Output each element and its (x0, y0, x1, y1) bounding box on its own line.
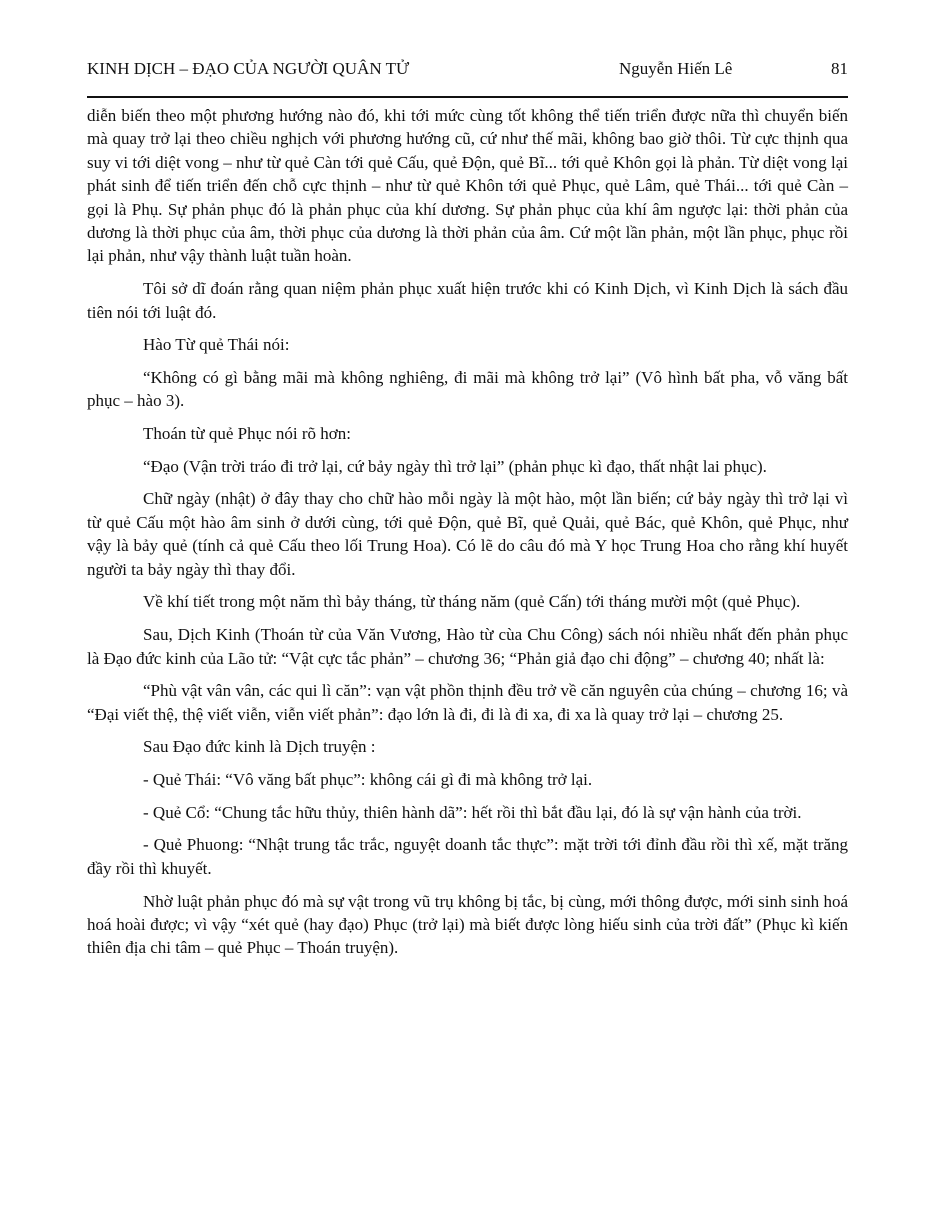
quote-paragraph: “Đạo (Vận trời tráo đi trở lại, cứ bảy ngày thì trở lại” (phản phục kì đạo, thất nhật lai phục). (143, 456, 767, 476)
paragraph: Nhờ luật phản phục đó mà sự vật trong vũ trụ không bị tắc, bị cùng, mới thông được, mới sinh sinh hoá hoá hoài được; vì vậy “xét quẻ (hay đạo) Phục (trở lại) mà biết được lòng hiếu sinh của trời đất” (Phục kì kiến thiên địa chi tâm – quẻ Phục – Thoán truyện). (87, 891, 848, 958)
author-name: Nguyễn Hiến Lê (619, 59, 733, 78)
paragraph: Sau, Dịch Kinh (Thoán từ của Văn Vương, Hào từ cùa Chu Công) sách nói nhiều nhất đến phản phục là Đạo đức kinh của Lão tử: “Vật cực tắc phản” – chương 36; “Phản giả đạo chi động” – chương 40; nhất là: (87, 625, 848, 668)
page-number: 81 (831, 59, 848, 78)
paragraph: Tôi sở dĩ đoán rằng quan niệm phản phục xuất hiện trước khi có Kinh Dịch, vì Kinh Dịch là sách đầu tiên nói tới luật đó. (87, 279, 848, 322)
paragraph: Chữ ngày (nhật) ở đây thay cho chữ hào mỗi ngày là một hào, một lần biến; cứ bảy ngày thì trở lại vì từ quẻ Cấu một hào âm sinh ở dưới cùng, tới quẻ Độn, quẻ Bĩ, quẻ Quải, quẻ Bác, quẻ Khôn, quẻ Phục, như vậy là bảy quẻ (tính cả quẻ Cấu theo lối Trung Hoa). Có lẽ do câu đó mà Y học Trung Hoa cho rằng khí huyết người ta bảy ngày thì thay đổi. (87, 489, 848, 579)
paragraph: Về khí tiết trong một năm thì bảy tháng, từ tháng năm (quẻ Cấn) tới tháng mười một (quẻ Phục). (143, 592, 801, 612)
book-title: KINH DỊCH – ĐẠO CỦA NGƯỜI QUÂN TỬ (87, 59, 410, 78)
list-item: - Quẻ Cổ: “Chung tắc hữu thủy, thiên hành dã”: hết rồi thì bắt đầu lại, đó là sự vận hành của trời. (143, 802, 802, 822)
paragraph-continuation: diễn biến theo một phương hướng nào đó, khi tới mức cùng tốt không thể tiến triển được nữa thì chuyển biến mà quay trở lại theo chiều nghịch với phương hướng cũ, cứ như thế mãi, không bao giờ thôi. Từ cực thịnh qua suy vi tới diệt vong – như từ quẻ Càn tới quẻ Cấu, quẻ Độn, quẻ Bĩ... tới quẻ Khôn gọi là phản. Từ diệt vong lại phát sinh để tiến triển đến chỗ cực thịnh – như từ quẻ Khôn tới quẻ Phục, quẻ Lâm, quẻ Thái... tới quẻ Càn – gọi là Phụ. Sự phản phục đó là phản phục của khí dương. Sự phản phục của khí âm ngược lại: thời phản của dương là thời phục của âm, thời phục của dương là thời phản của âm. Cứ một lần phản, một lần phục, phục rồi lại phản, như vậy thành luật tuần hoàn. (87, 106, 848, 266)
quote-paragraph: “Không có gì bằng mãi mà không nghiêng, đi mãi mà không trở lại” (Vô hình bất pha, vỗ văng bất phục – hào 3). (87, 367, 848, 411)
list-item: - Quẻ Phuong: “Nhật trung tắc trắc, nguyệt doanh tắc thực”: mặt trời tới đỉnh đầu rồi thì xế, mặt trăng đầy rồi thì khuyết. (87, 835, 848, 878)
page-body (87, 104, 848, 969)
quote-paragraph: “Phù vật vân vân, các qui lì căn”: vạn vật phồn thịnh đều trở về căn nguyên của chúng – chương 16; và “Đại viết thệ, thệ viết viễn, viễn viết phản”: đạo lớn là đi, đi là đi xa, đi xa là quay trở lại – chương 25. (87, 681, 848, 724)
header-divider (87, 96, 848, 98)
page-header (87, 58, 848, 82)
paragraph: Thoán từ quẻ Phục nói rõ hơn: (143, 424, 352, 444)
list-item: - Quẻ Thái: “Vô văng bất phục”: không cái gì đi mà không trở lại. (143, 770, 593, 790)
paragraph: Sau Đạo đức kinh là Dịch truyện : (143, 737, 376, 757)
paragraph: Hào Từ quẻ Thái nói: (143, 335, 290, 355)
